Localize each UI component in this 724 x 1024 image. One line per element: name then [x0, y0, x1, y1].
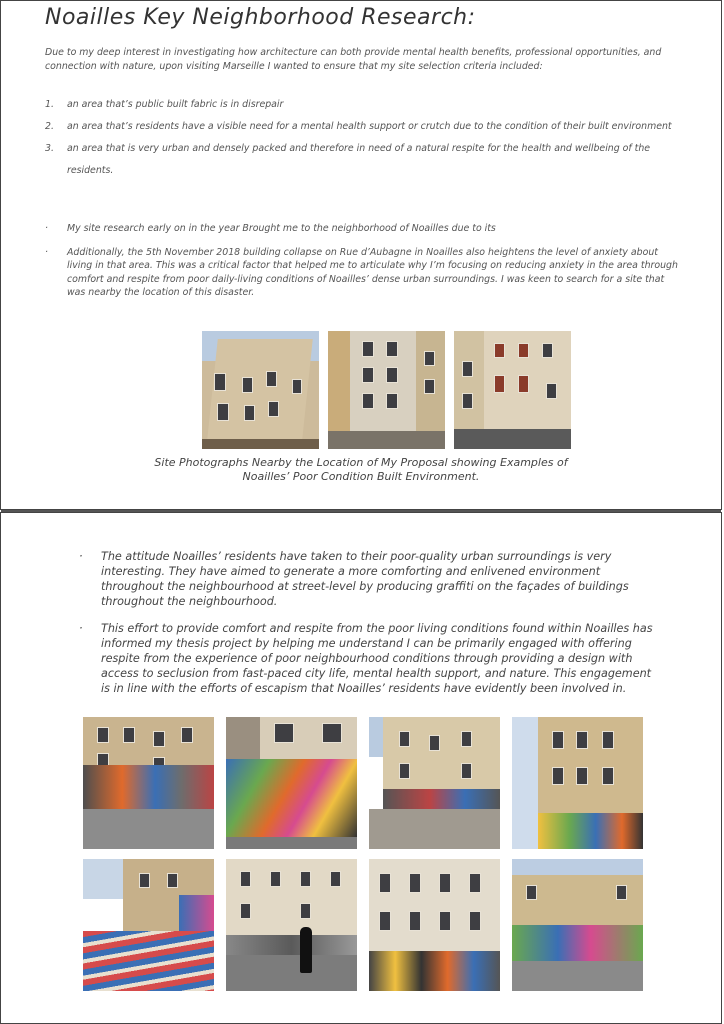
site-photographs-row [202, 331, 571, 449]
research-bullets [45, 222, 685, 310]
site-photo-facade-3 [454, 331, 571, 449]
criteria-text: an area that’s public built fabric is in disrepair [67, 99, 284, 110]
graffiti-bullets [79, 549, 659, 708]
graffiti-photo-street-3 [369, 717, 500, 849]
graffiti-photo-stairs [83, 859, 214, 991]
bullet-dot: · [79, 550, 83, 563]
photo-caption: Site Photographs Nearby the Location of My Proposal showing Examples of Noailles’ Poor Condition Built Environment. [154, 456, 568, 483]
bullet-text: The attitude Noailles’ residents have taken to their poor-quality urban surroundings is very interesting. They have aimed to generate a more comforting and enlivened environment throughout the neighbourhood at street-level by producing graffiti on the façades of buildings throughout the neighbourhood. [101, 550, 629, 608]
criteria-item [45, 116, 675, 138]
bullet-dot: · [45, 223, 48, 234]
bullet-text: Additionally, the 5th November 2018 building collapse on Rue d’Aubagne in Noailles also heightens the level of anxiety about living in that area. This was a critical factor that helped me to articulate why I’m focusing on reducing anxiety in the area through comfort and respite from poor daily-living conditions of Noailles’ dense urban surroundings. I was keen to search for a site that was nearby the location of this disaster. [67, 246, 678, 298]
criteria-item [45, 138, 675, 182]
bullet-text: My site research early on in the year Brought me to the neighborhood of Noailles due to its [67, 223, 496, 234]
site-photo-facade-1 [202, 331, 319, 449]
bullet-item [45, 222, 685, 236]
bullet-dot: · [45, 246, 48, 258]
criteria-number: 3. [45, 143, 54, 154]
graffiti-photo-square [512, 859, 643, 991]
intro-paragraph: Due to my deep interest in investigating how architecture can both provide mental health benefits, professional opportunities, and connection with nature, upon visiting Marseille I wanted to ensure that my site selection criteria included: [45, 47, 662, 72]
page-title: Noailles Key Neighborhood Research: [45, 5, 476, 30]
criteria-item [45, 94, 675, 116]
site-criteria-list [45, 94, 675, 182]
criteria-number: 2. [45, 121, 54, 132]
bullet-text: This effort to provide comfort and respite from the poor living conditions found within Noailles has informed my thesis project by helping me understand I can be primarily engaged with offering respite from the experience of poor neighbourhood conditions through providing a design with access to seclusion from fast-paced city life, mental health support, and nature. This engagement is in line with the efforts of escapism that Noailles’ residents have evidently been involved in. [101, 622, 653, 695]
criteria-text: an area that’s residents have a visible need for a mental health support or crutch due to the condition of their built environment [67, 121, 672, 132]
criteria-text: an area that is very urban and densely packed and therefore in need of a natural respite for the health and wellbeing of the residents. [67, 143, 651, 176]
graffiti-photo-facade [369, 859, 500, 991]
bullet-dot: · [79, 622, 83, 635]
research-page-2 [0, 512, 722, 1024]
graffiti-photo-grid [83, 717, 643, 991]
graffiti-photo-street-1 [83, 717, 214, 849]
bullet-item [45, 246, 685, 300]
site-photo-facade-2 [328, 331, 445, 449]
graffiti-photo-pedestrian [226, 859, 357, 991]
graffiti-photo-street-2 [226, 717, 357, 849]
bullet-item [79, 549, 659, 609]
research-page-1 [0, 0, 722, 510]
criteria-number: 1. [45, 99, 54, 110]
bullet-item [79, 621, 659, 696]
graffiti-photo-street-4 [512, 717, 643, 849]
